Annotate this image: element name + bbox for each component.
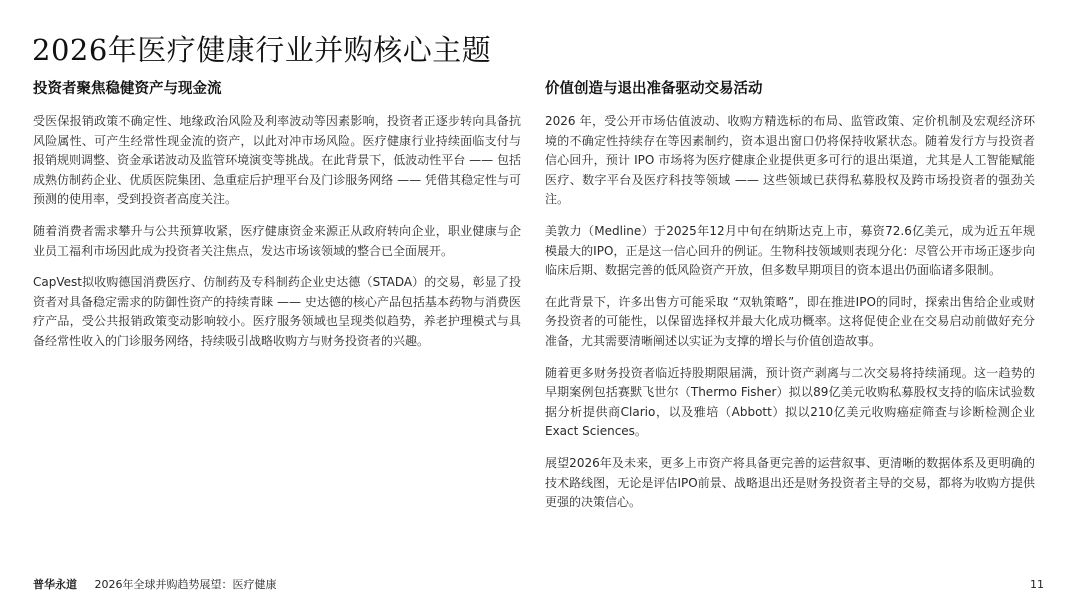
paragraph: CapVest拟收购德国消费医疗、仿制药及专科制药企业史达德（STADA）的交易，彰显了投资者对具备稳定需求的防御性资产的持续青睐 —— 史达德的核心产品包括基本药物与消费医疗产品，受公共报销政策变动影响较小。医疗服务领域也呈现类似趋势，养老护理模式与具备经常性收入的门诊服务网络，持续吸引战略收购方与财务投资者的兴趣。 [33, 275, 521, 348]
section-heading-right: 价值创造与退出准备驱动交易活动 [545, 81, 763, 97]
right-column [545, 80, 1035, 525]
page-title: 2026年医疗健康行业并购核心主题 [32, 33, 492, 67]
section-heading-left: 投资者聚焦稳健资产与现金流 [33, 81, 222, 97]
page-footer [33, 577, 1044, 593]
paragraph: 2026 年，受公开市场估值波动、收购方精选标的布局、监管政策、定价机制及宏观经济环境的不确定性持续存在等因素制约，资本退出窗口仍将保持收紧状态。随着发行方与投资者信心回升，预计 IPO 市场将为医疗健康企业提供更多可行的退出渠道，尤其是人工智能赋能医疗、数字平台及医疗科技等领域 —— 这些领域已获得私募股权及跨市场投资者的强劲关注。 [545, 114, 1035, 207]
footer-brand: 普华永道 [33, 578, 77, 591]
paragraph: 展望2026年及未来，更多上市资产将具备更完善的运营叙事、更清晰的数据体系及更明确的技术路线图，无论是评估IPO前景、战略退出还是财务投资者主导的交易，都将为收购方提供更强的决策信心。 [545, 455, 1035, 510]
paragraph: 随着消费者需求攀升与公共预算收紧，医疗健康资金来源正从政府转向企业，职业健康与企业员工福利市场因此成为投资者关注焦点，发达市场该领域的整合已全面展开。 [33, 223, 521, 258]
paragraph: 受医保报销政策不确定性、地缘政治风险及利率波动等因素影响，投资者正逐步转向具备抗风险属性、可产生经常性现金流的资产，以此对冲市场风险。医疗健康行业持续面临支付与报销规则调整、资金承诺波动及监管环境演变等挑战。在此背景下，低波动性平台 —— 包括成熟仿制药企业、优质医院集团、急重症后护理平台及门诊服务网络 —— 凭借其稳定性与可预测的使用率，受到投资者高度关注。 [33, 114, 521, 207]
paragraph: 在此背景下，许多出售方可能采取 “双轨策略”，即在推进IPO的同时，探索出售给企业或财务投资者的可能性，以保留选择权并最大化成功概率。这将促使企业在交易启动前做好充分准备，尤其需要清晰阐述以实证为支撑的增长与价值创造故事。 [545, 294, 1035, 348]
left-column [33, 80, 521, 364]
page-number: 11 [1030, 578, 1044, 591]
paragraph: 随着更多财务投资者临近持股期限届满，预计资产剥离与二次交易将持续涌现。这一趋势的早期案例包括赛默飞世尔（Thermo Fisher）拟以89亿美元收购私募股权支持的临床试验数据分析提供商Clario，以及雅培（Abbott）拟以210亿美元收购癌症筛查与诊断检测企业Exact Sciences。 [545, 365, 1035, 439]
paragraph: 美敦力（Medline）于2025年12月中旬在纳斯达克上市，募资72.6亿美元，成为近五年规模最大的IPO，正是这一信心回升的例证。生物科技领域则表现分化：尽管公开市场正逐步向临床后期、数据完善的低风险资产开放，但多数早期项目的资本退出仍面临诸多限制。 [545, 223, 1035, 278]
footer-publication-title: 2026年全球并购趋势展望：医疗健康 [94, 578, 277, 591]
